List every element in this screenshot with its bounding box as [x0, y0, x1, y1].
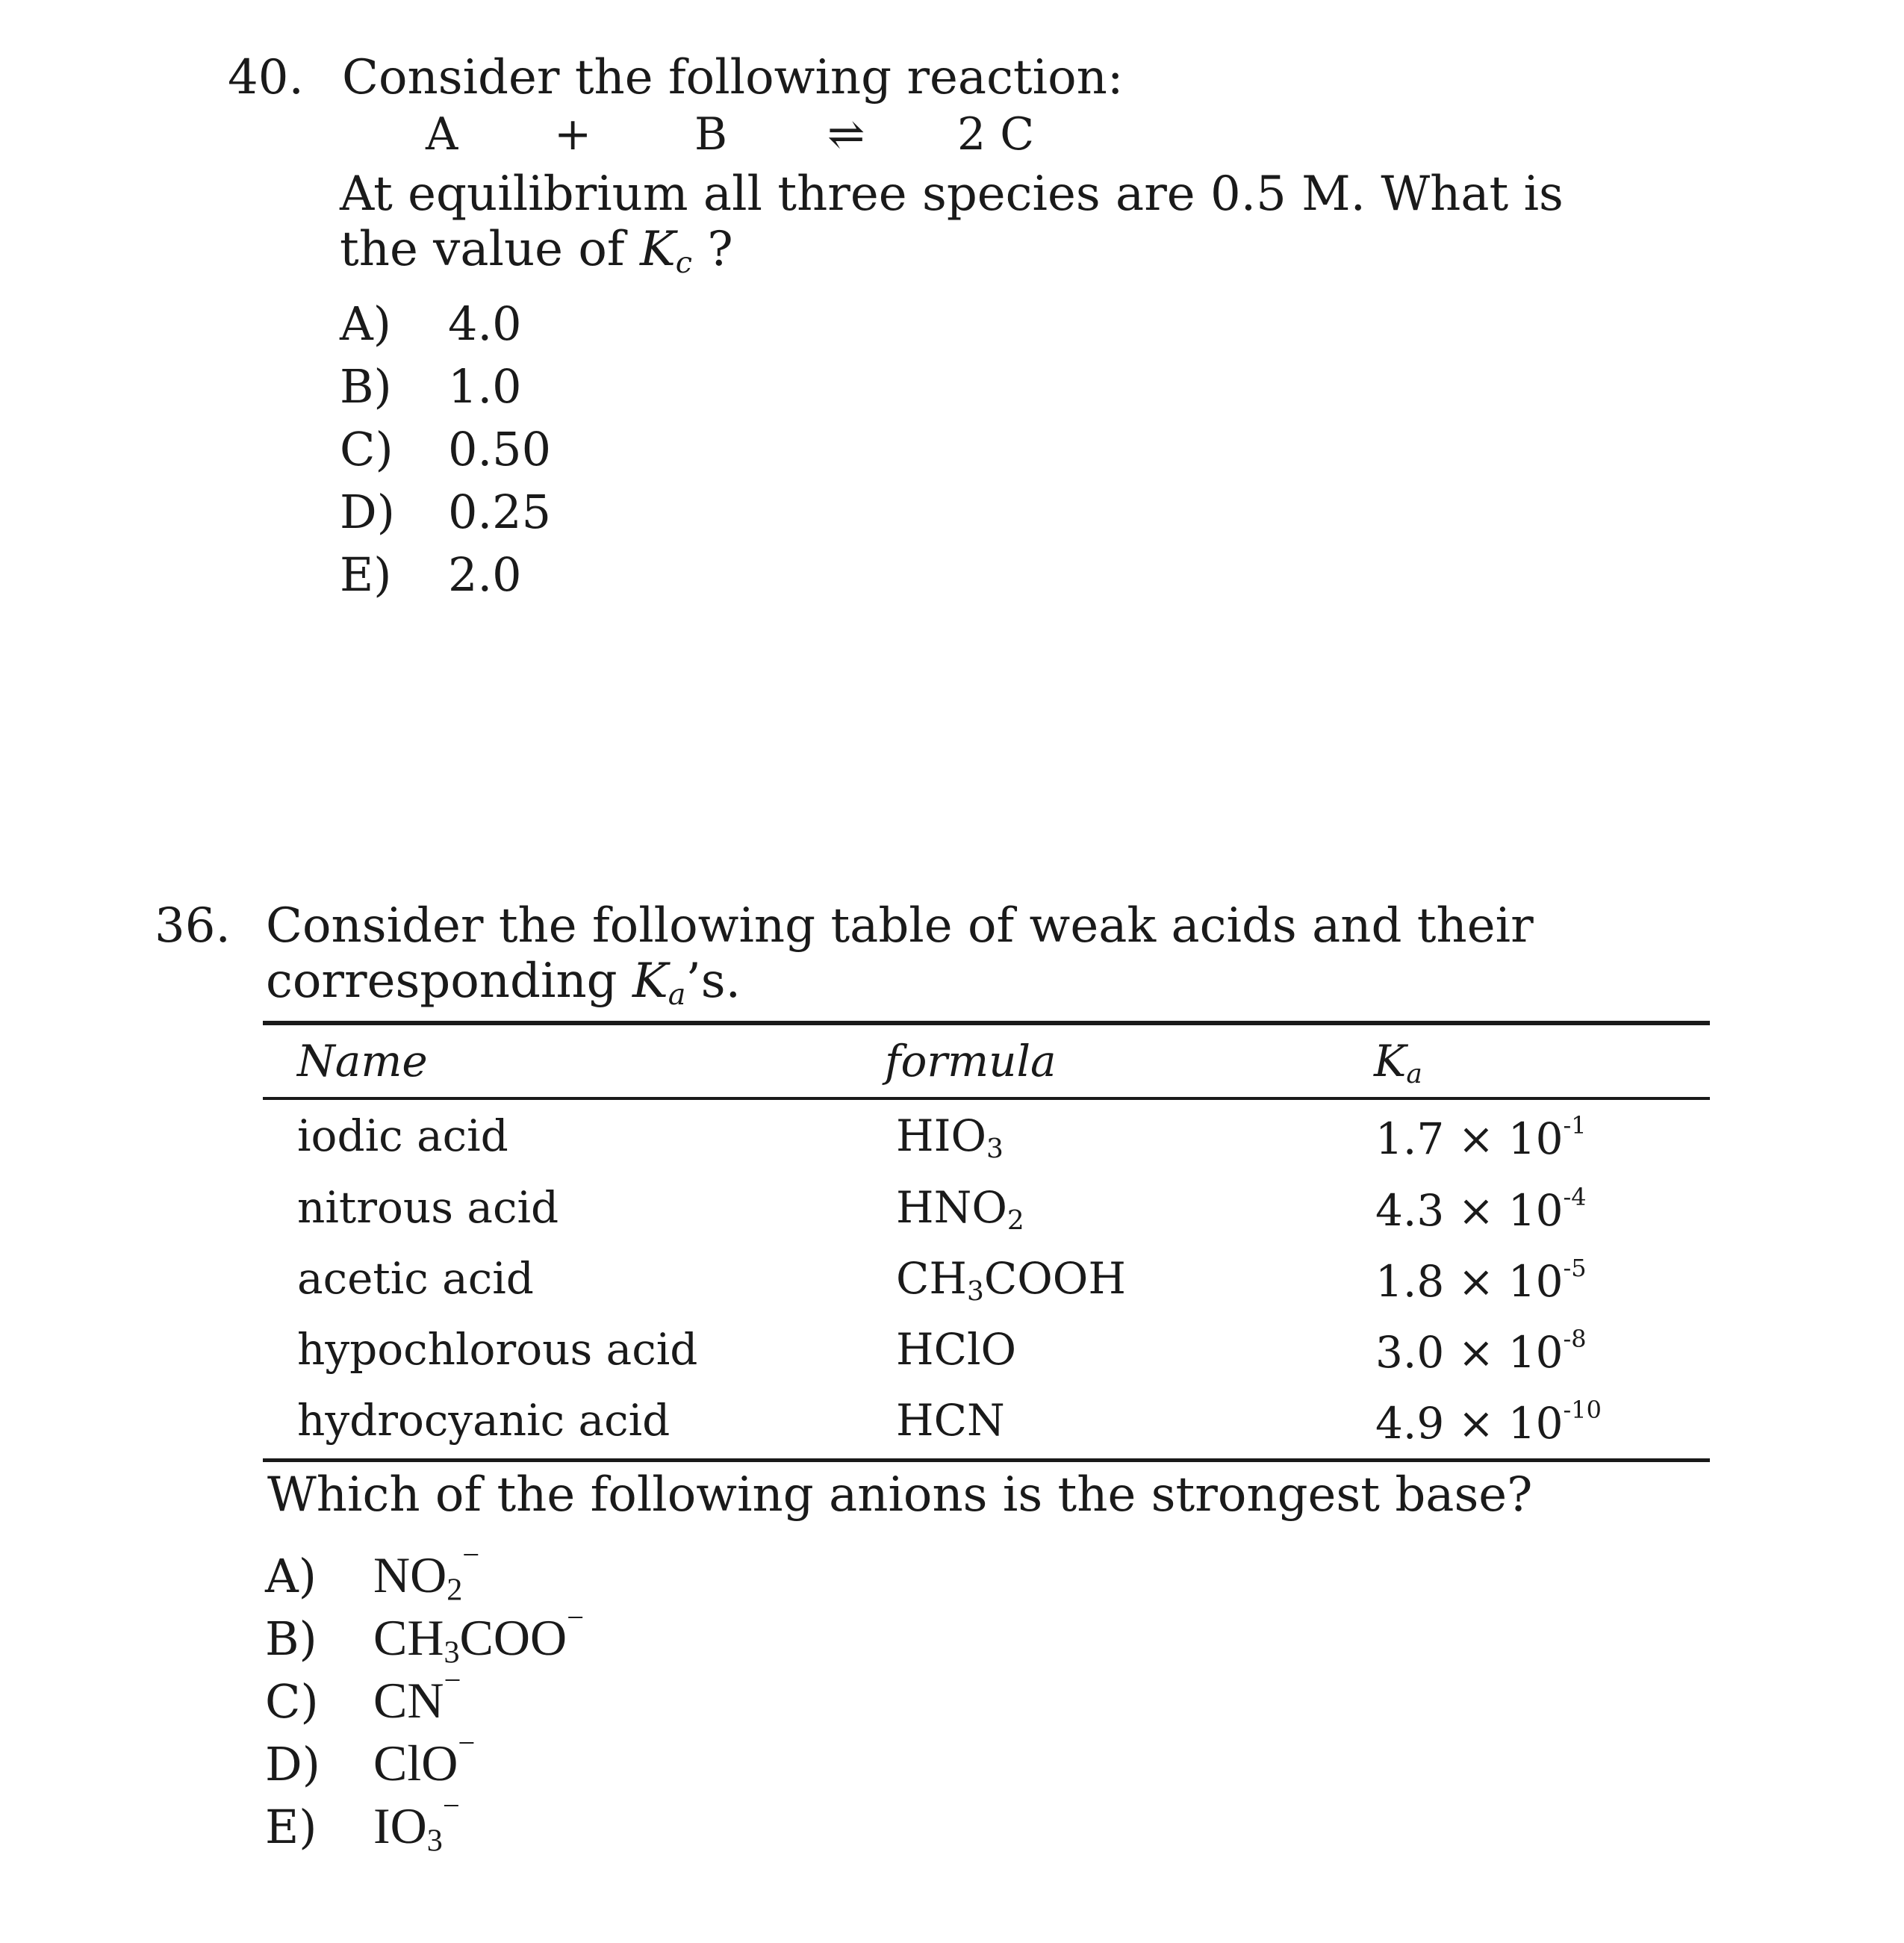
acid-formula: $CH_3COOH$: [896, 1253, 1126, 1307]
option-e[interactable]: E) 2.0: [340, 547, 522, 602]
acid-formula: HCN: [896, 1395, 1005, 1446]
question-line-1: Consider the following table of weak acids and their: [266, 898, 1534, 954]
acid-name: acetic acid: [297, 1253, 534, 1304]
reactant-b: B: [694, 108, 728, 161]
product-c: 2 C: [957, 108, 1035, 161]
option-a[interactable]: A) $NO_2^-$: [265, 1538, 480, 1608]
question-number: 36.: [155, 898, 231, 954]
acid-name: nitrous acid: [297, 1182, 559, 1233]
ka-value: $1.7 \times 10^{-1}$: [1375, 1111, 1587, 1165]
acid-formula: $HNO_2$: [896, 1182, 1024, 1236]
question-text: Which of the following anions is the strongest base?: [267, 1467, 1533, 1523]
kc-symbol: $K_c$: [639, 222, 692, 280]
table-bottom-rule: [263, 1458, 1710, 1462]
question-number: 40.: [228, 50, 304, 105]
question-prompt: Consider the following reaction:: [342, 50, 1124, 105]
header-ka: $K_a$: [1374, 1036, 1422, 1089]
option-c[interactable]: C) 0.50: [340, 422, 552, 476]
question-line-2: [340, 222, 733, 280]
reactant-a: A: [426, 108, 458, 161]
option-a[interactable]: A) 4.0: [340, 296, 522, 351]
question-mark: ?: [707, 222, 733, 277]
question-line-2-text: the value of: [340, 222, 625, 277]
question-line-2: [266, 954, 741, 1012]
ka-value: $4.9 \times 10^{-10}$: [1375, 1396, 1602, 1449]
ka-value: $3.0 \times 10^{-8}$: [1375, 1325, 1587, 1378]
option-b[interactable]: B) $CH_3COO^-$: [265, 1600, 585, 1670]
acid-name: hydrocyanic acid: [297, 1395, 671, 1446]
acid-name: iodic acid: [297, 1110, 508, 1161]
question-line-1: At equilibrium all three species are 0.5 M. What is: [340, 167, 1564, 222]
ka-value: $4.3 \times 10^{-4}$: [1375, 1183, 1587, 1237]
plus-sign: +: [554, 108, 592, 161]
acid-formula: HClO: [896, 1324, 1017, 1375]
option-d[interactable]: D) 0.25: [340, 485, 552, 539]
acid-formula: $HIO_3$: [896, 1110, 1004, 1164]
option-e[interactable]: E) $IO_3^-$: [265, 1788, 460, 1859]
header-formula: formula: [885, 1036, 1057, 1086]
option-b[interactable]: B) 1.0: [340, 359, 522, 414]
table-header-rule: [263, 1097, 1710, 1100]
option-c[interactable]: C) CN−: [265, 1663, 461, 1729]
possessive-suffix: ’s.: [685, 954, 741, 1009]
option-d[interactable]: D) ClO−: [265, 1726, 476, 1791]
table-top-rule: [263, 1021, 1710, 1025]
acid-name: hypochlorous acid: [297, 1324, 698, 1375]
equilibrium-arrow-icon: ⇌: [827, 108, 865, 161]
ka-symbol: $K_a$: [632, 954, 686, 1012]
question-line-2-text: corresponding: [266, 954, 617, 1009]
ka-value: $1.8 \times 10^{-5}$: [1375, 1254, 1587, 1308]
header-name: Name: [297, 1036, 428, 1086]
